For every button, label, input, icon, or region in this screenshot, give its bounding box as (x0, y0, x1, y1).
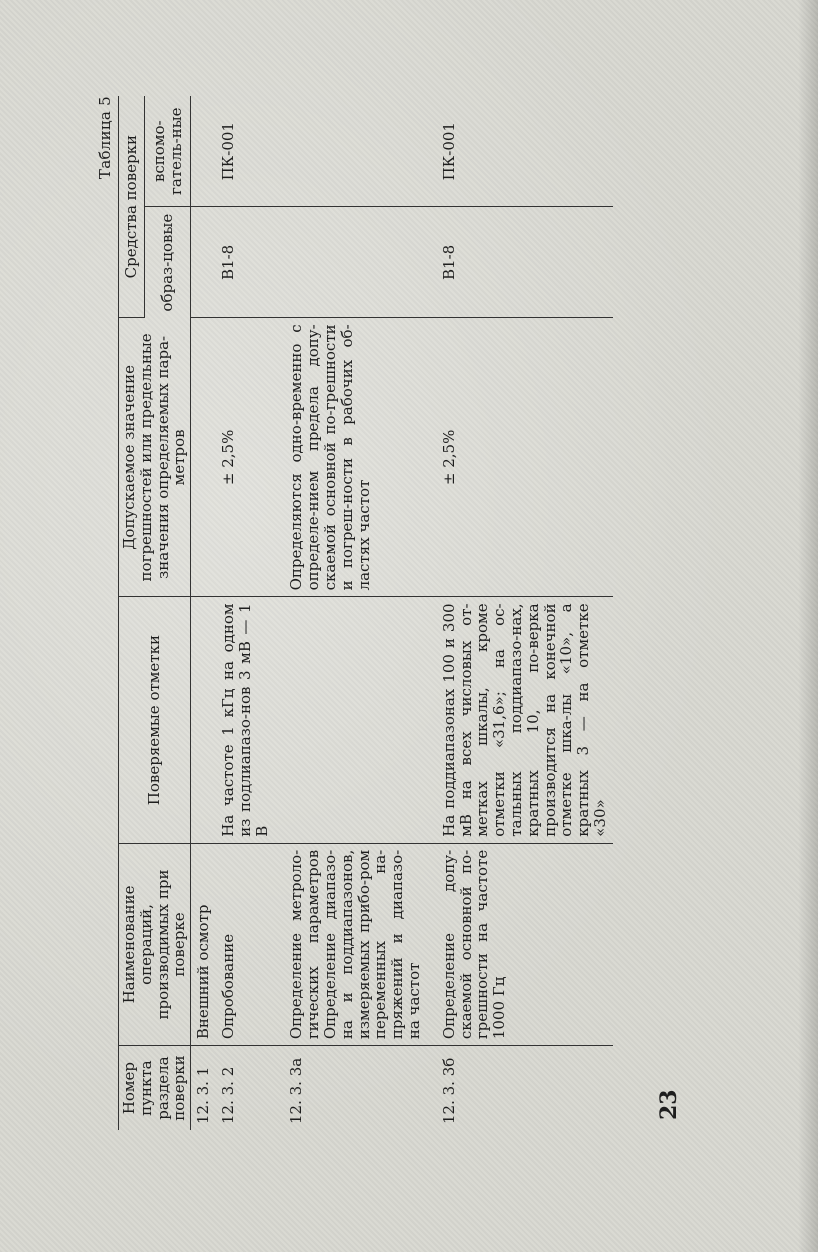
header-operation: Наименование операций, производимых при поверке (119, 843, 191, 1045)
cell-number: 12. 3. 2 (218, 1066, 237, 1124)
header-reference: образ-цовые (145, 207, 191, 318)
cell-reference: В1-8 (216, 207, 274, 318)
cell-operation: Опробование (216, 843, 274, 1045)
cell-reference: В1-8 (427, 207, 613, 318)
header-marks: Поверяемые отметки (119, 597, 191, 843)
header-means: Средства поверки (119, 96, 145, 318)
cell-marks (191, 597, 216, 843)
table-row (216, 96, 274, 1130)
cell-auxiliary (274, 96, 426, 207)
header-number: Номер пункта раздела поверки (119, 1046, 191, 1130)
cell-tolerance: ± 2,5% (216, 318, 274, 597)
header-auxiliary: вспомо-гатель-ные (145, 96, 191, 207)
cell-operation: Определение метроло-гических параметров Определение диапазо-на и поддиапазонов, измеряемых прибо-ром переменных на-пряжений и диапазо-на частот (274, 843, 426, 1045)
table-row (427, 96, 613, 1130)
header-tolerance: Допускаемое значение погрешностей или предельные значения определяемых пара-метров (119, 318, 191, 597)
verification-table (118, 96, 613, 1130)
cell-marks: На частоте 1 кГц на одном из подлиапазо-нов 3 мВ — 1 В (216, 597, 274, 843)
cell-marks (274, 597, 426, 843)
cell-number: 12. 3. 1 (194, 1066, 213, 1124)
rotated-content (96, 90, 716, 1130)
cell-operation: Определение допу-скаемой основной по-грешности на частоте 1000 Гц (427, 843, 613, 1045)
cell-reference (191, 207, 216, 318)
cell-marks: На поддиапазонах 100 и 300 мВ на всех числовых от-метках шкалы, кроме отметки «31,6»; на ос-тальных поддиапазо-нах, кратных 10, по-верка производится на конечной отметке шка-лы «10», а кратных 3 — на отметке «30» (427, 597, 613, 843)
cell-auxiliary: ПК-001 (216, 96, 274, 207)
page-edge-shadow (798, 0, 818, 1252)
cell-number: 12. 3. 3б (439, 1057, 458, 1124)
cell-auxiliary (191, 96, 216, 207)
cell-operation: Внешний осмотр (191, 843, 216, 1045)
table-row (191, 96, 216, 1130)
page-number: 23 (656, 1089, 682, 1120)
cell-reference (274, 207, 426, 318)
cell-number: 12. 3. 3а (287, 1057, 306, 1124)
table-caption: Таблица 5 (96, 96, 114, 180)
cell-tolerance (191, 318, 216, 597)
cell-tolerance: Определяются одно-временно с определе-нием предела допу-скаемой основной по-грешности и погреш-ности в рабочих об-ластях частот (274, 318, 426, 597)
table-row (274, 96, 426, 1130)
cell-auxiliary: ПК-001 (427, 96, 613, 207)
cell-tolerance: ± 2,5% (427, 318, 613, 597)
